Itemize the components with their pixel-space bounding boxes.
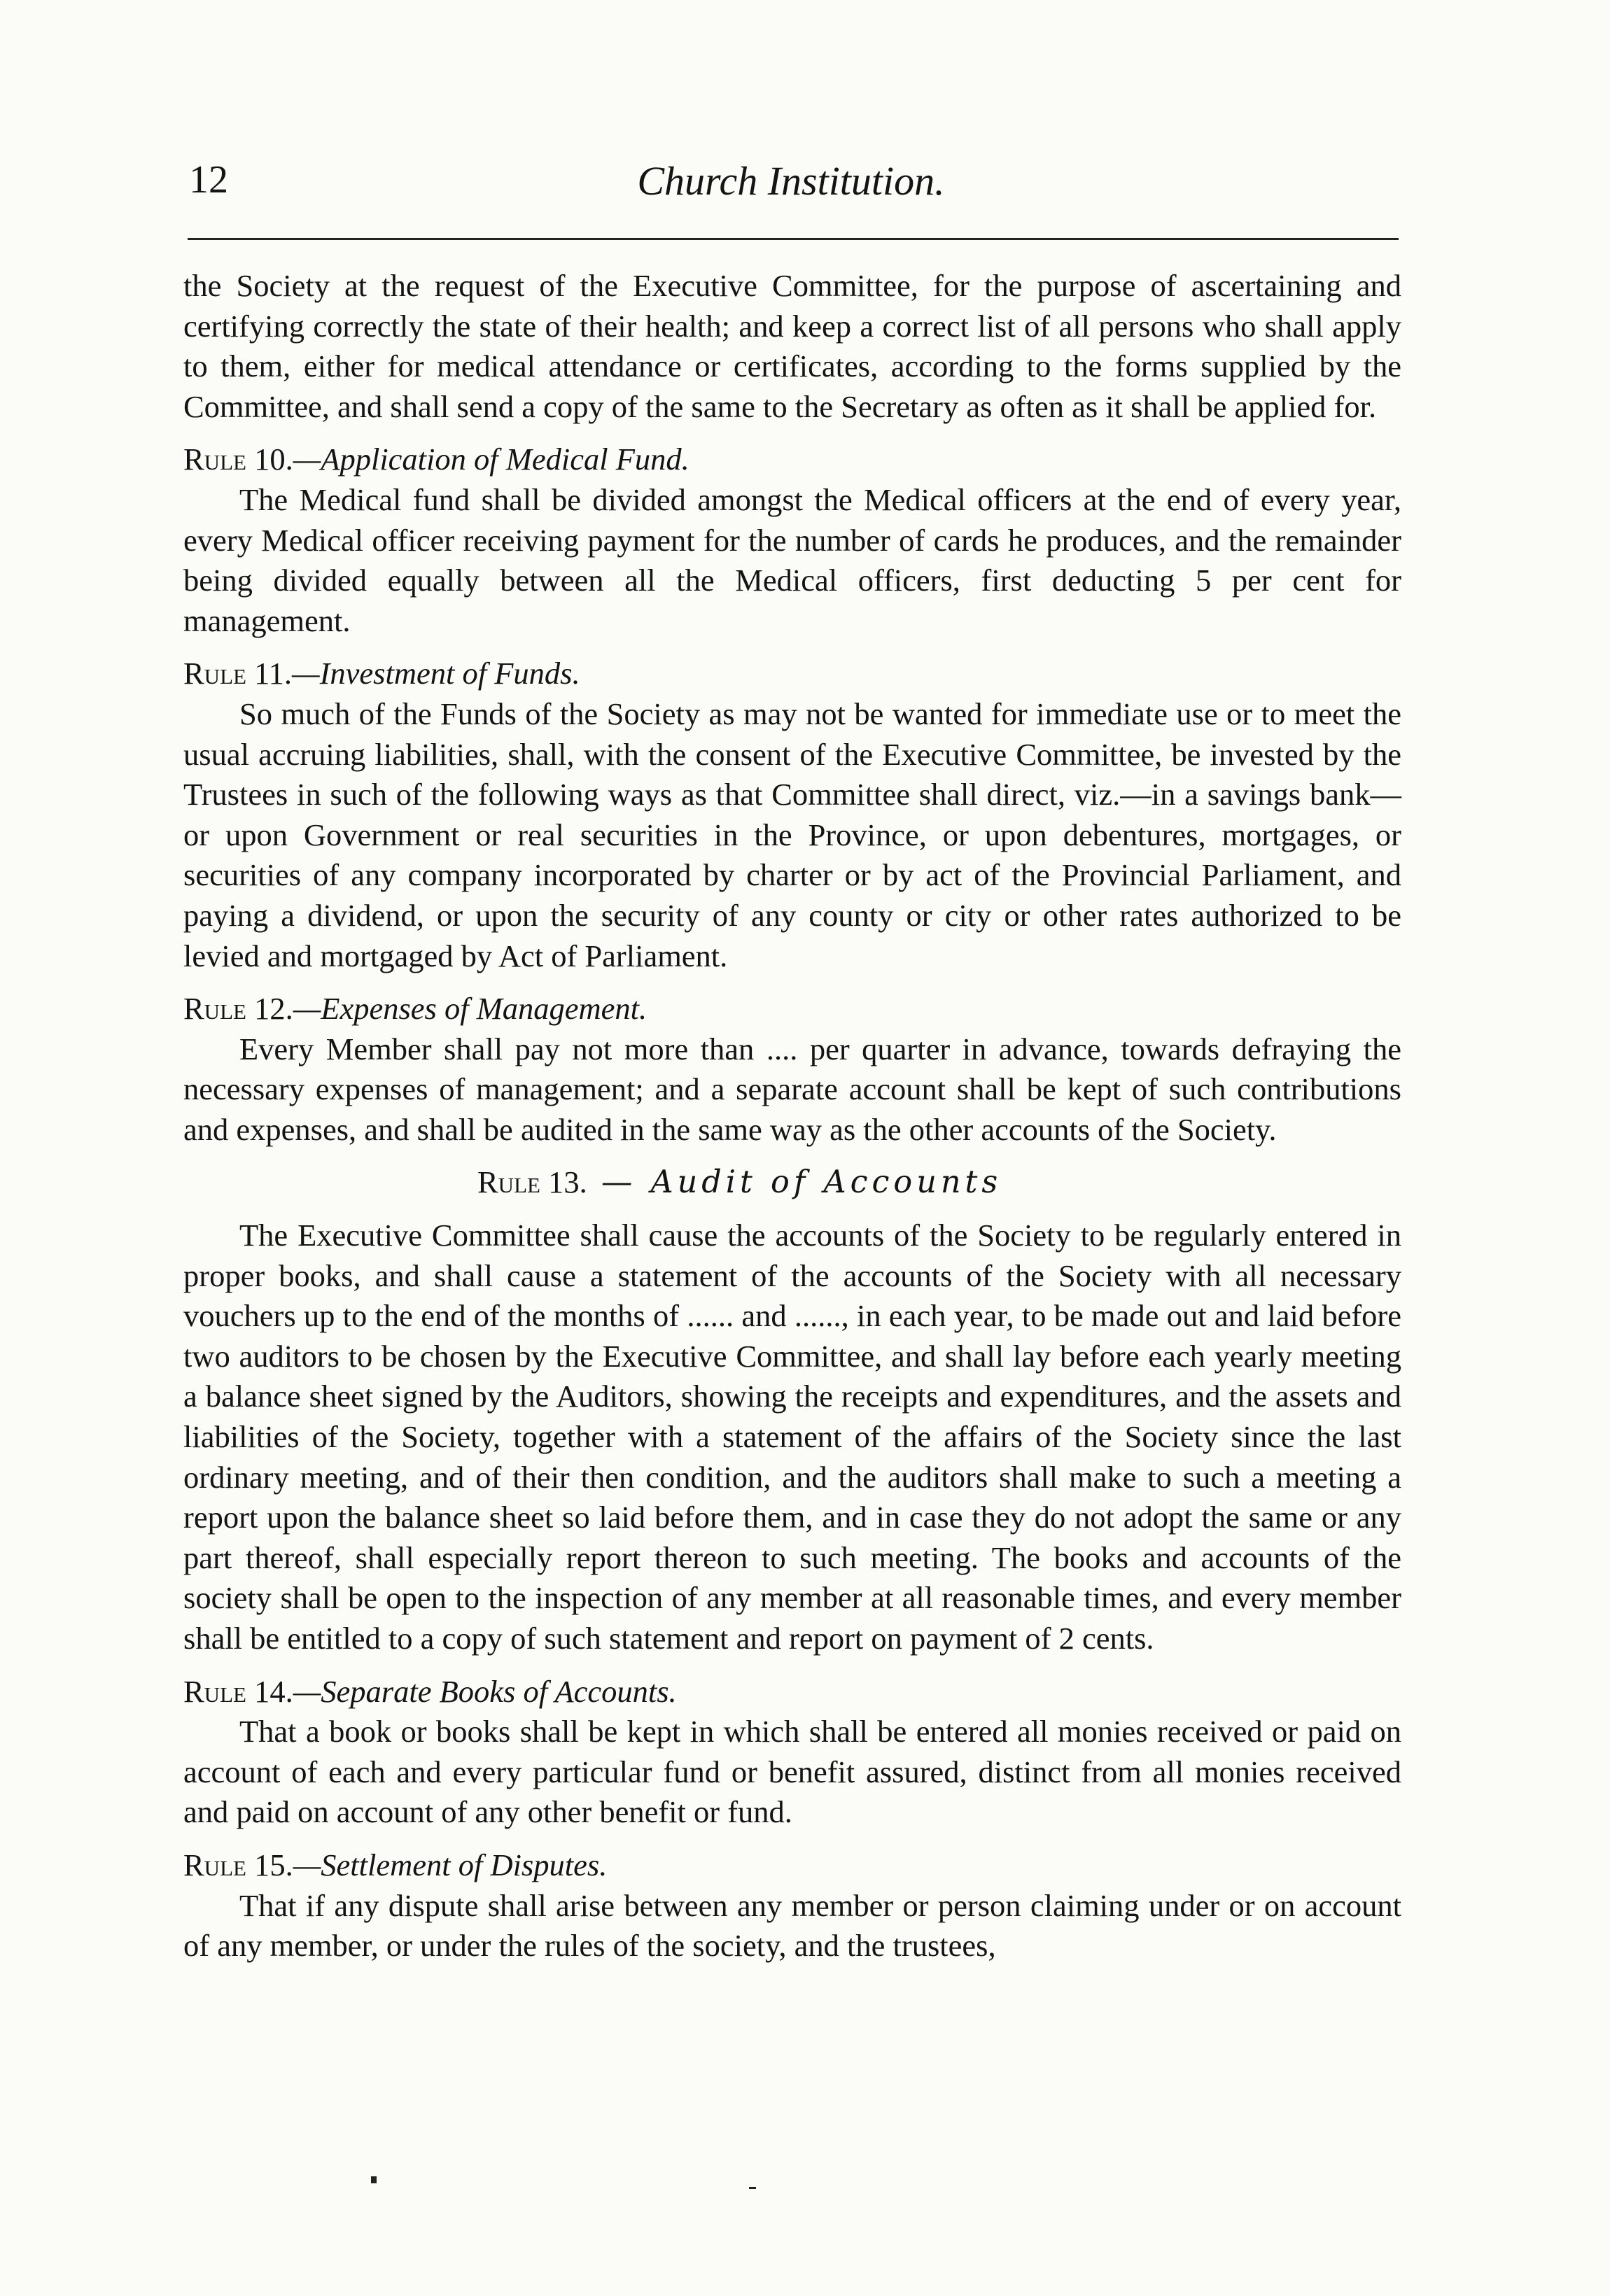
rule-14-label: Rule 14. <box>183 1673 293 1709</box>
rule-12-label: Rule 12. <box>183 991 293 1027</box>
rule-14-text: That a book or books shall be kept in which shall be entered all monies received or paid on account of each and every particular fund or benefit assured, distinct from all monies received and paid on account of any other benefit or fund. <box>183 1714 1401 1830</box>
rule-15-heading <box>183 1845 1401 1886</box>
rule-13-heading <box>183 1162 1401 1203</box>
rule-11-heading <box>183 654 1401 694</box>
intro-paragraph: the Society at the request of the Executive Committee, for the purpose of ascertaining and certifying correctly the state of their health; and keep a correct list of all persons who shall apply to them, either for medical attendance or certificates, according to the forms supplied by the Committee, and shall send a copy of the same to the Secretary as often as it shall be applied for. <box>183 268 1401 424</box>
rule-13-handwritten-title: — Audit of Accounts <box>587 1164 1002 1201</box>
rule-10-title: —Application of Medical Fund. <box>293 442 690 477</box>
page-header <box>189 157 1393 220</box>
rule-15-label: Rule 15. <box>183 1847 293 1882</box>
rule-10-heading <box>183 439 1401 480</box>
rule-11-title: —Investment of Funds. <box>292 656 580 691</box>
rule-14-title: —Separate Books of Accounts. <box>293 1673 677 1709</box>
rule-15-title: —Settlement of Disputes. <box>293 1847 608 1882</box>
speck <box>371 2176 377 2183</box>
scan-specks <box>0 2169 1610 2225</box>
rule-12-text: Every Member shall pay not more than .... per quarter in advance, towards defraying the necessary expenses of management; and a separate account shall be kept of such contributions and expenses, and shall be audited in the same way as the other accounts of the Society. <box>183 1031 1401 1147</box>
rule-10-label: Rule 10. <box>183 442 293 477</box>
rule-13-text: The Executive Committee shall cause the accounts of the Society to be regularly entered in proper books, and shall cause a statement of the accounts of the Society with all necessary vouchers up to the end of the months of ...... and ......, in each year, to be made out and laid before two auditors to be chosen by the Executive Committee, and shall lay before each yearly meeting a balance sheet signed by the Auditors, showing the receipts and expenditures, and the assets and liabilities of the Society, together with a statement of the affairs of the Society since the last ordinary meeting, and of their then condition, and the auditors shall make to such a meeting a report upon the balance sheet so laid before them, and in case they do not adopt the same or any part thereof, shall especially report thereon to such meeting. The books and accounts of the society shall be open to the inspection of any member at all reasonable times, and every member shall be entitled to a copy of such statement and report on payment of 2 cents. <box>183 1218 1401 1656</box>
header-divider <box>188 238 1399 240</box>
speck <box>749 2187 756 2189</box>
rule-11-text: So much of the Funds of the Society as may not be wanted for immediate use or to meet the usual accruing liabilities, shall, with the consent of the Executive Committee, be invested by the Trustees in such of the following ways as that Committee shall direct, viz.—in a savings bank—or upon Government or real securities in the Province, or upon debentures, mortgages, or securities of any company incorporated by charter or by act of the Provincial Parliament, and paying a dividend, or upon the security of any county or city or other rates authorized to be levied and mortgaged by Act of Parliament. <box>183 696 1401 973</box>
page-body <box>183 266 1401 1966</box>
rule-10-text: The Medical fund shall be divided amongst the Medical officers at the end of every year, every Medical officer receiving payment for the number of cards he produces, and the remainder being divided equally between all the Medical officers, first deducting 5 per cent for management. <box>183 481 1401 638</box>
rule-12-title: —Expenses of Management. <box>293 991 648 1027</box>
rule-14-heading <box>183 1672 1401 1712</box>
rule-12-heading <box>183 989 1401 1029</box>
running-head: Church Institution. <box>637 158 945 204</box>
rule-15-text: That if any dispute shall arise between any member or person claiming under or on account of any member, or under the rules of the society, and the trustees, <box>183 1887 1401 1964</box>
rule-11-label: Rule 11. <box>183 656 293 691</box>
rule-13-label: Rule 13. <box>477 1164 587 1200</box>
page-number: 12 <box>189 158 228 202</box>
